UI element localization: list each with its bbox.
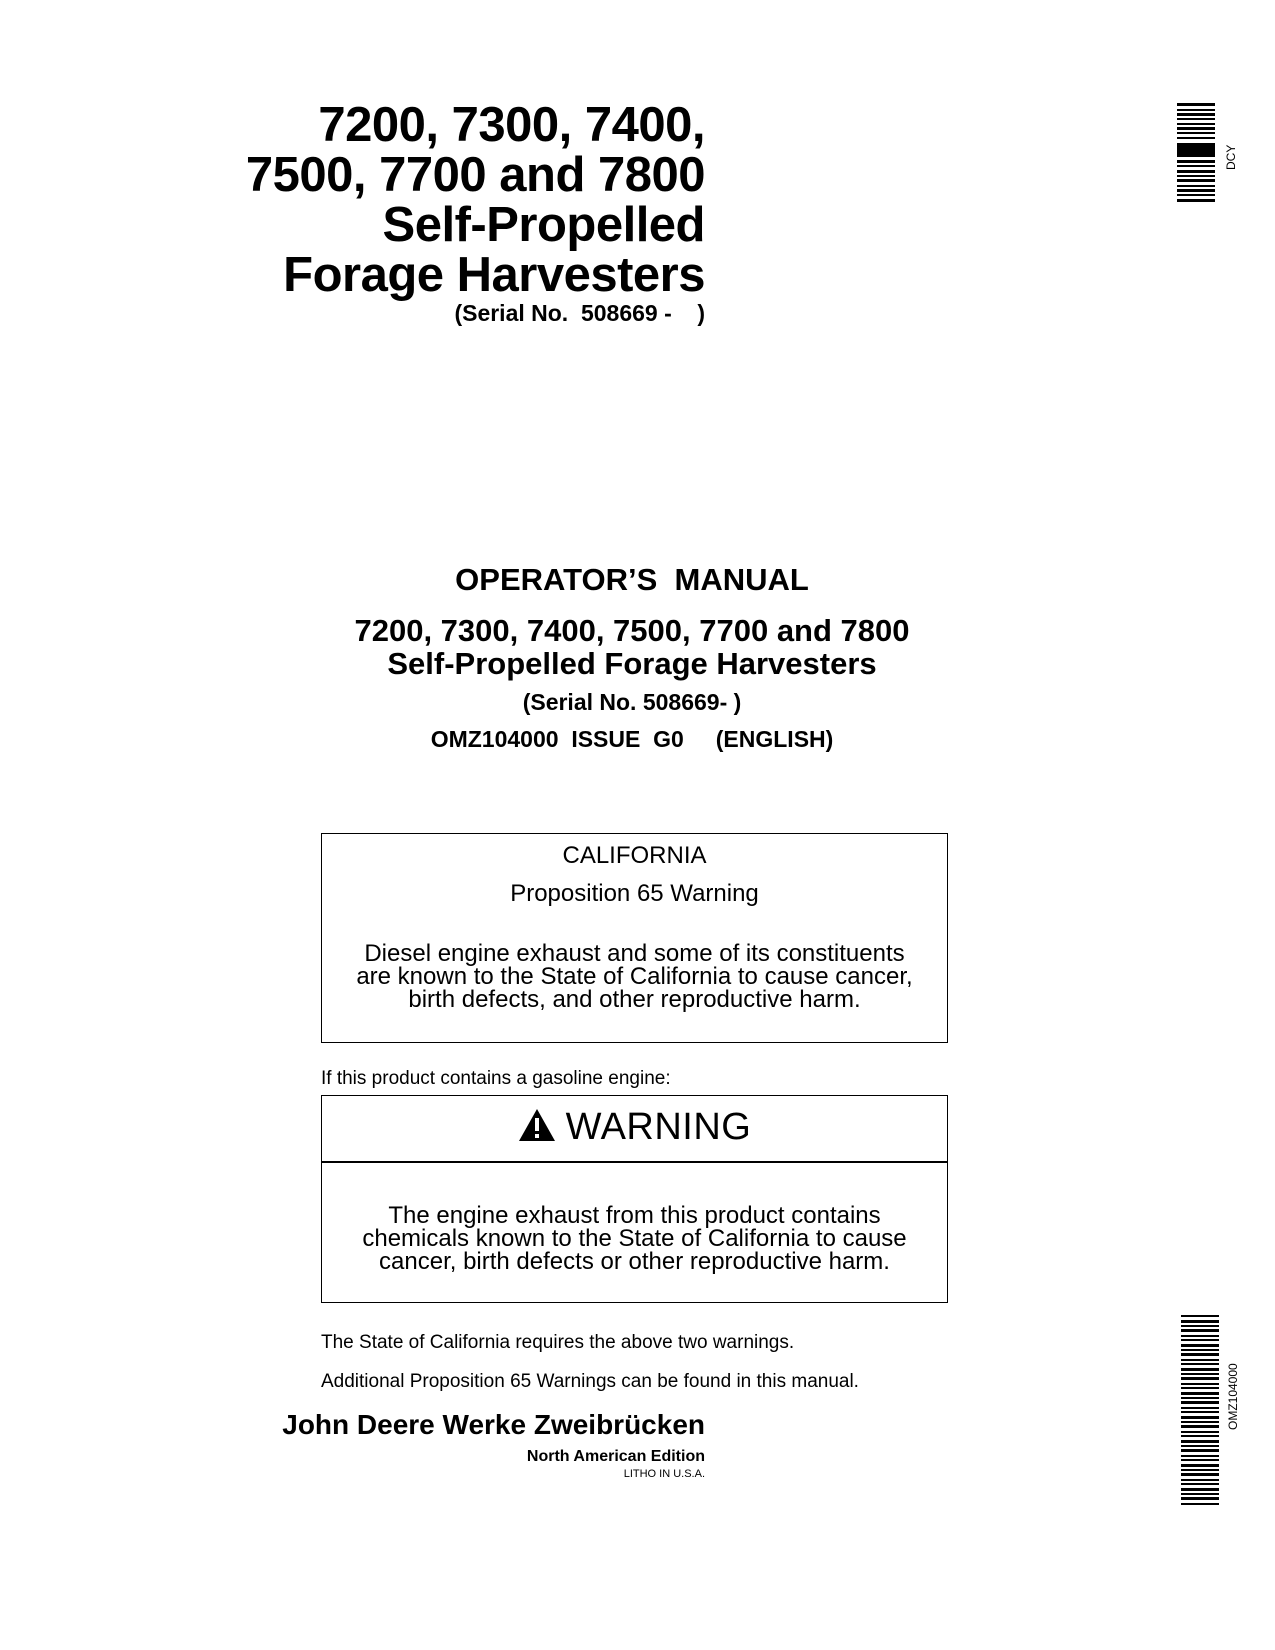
manual-type: Self-Propelled Forage Harvesters [387, 646, 877, 681]
additional-note: Additional Proposition 65 Warnings can be found in this manual. [321, 1371, 859, 1392]
warning-triangle-icon [518, 1108, 556, 1147]
warning-body [322, 1204, 947, 1273]
warning-body-line: cancer, birth defects or other reproductive harm. [379, 1248, 890, 1275]
warning-body-line: The engine exhaust from this product contains [388, 1202, 881, 1229]
california-body-line: birth defects, and other reproductive harm. [408, 986, 861, 1013]
manual-heading: OPERATOR’S MANUAL [455, 562, 809, 597]
california-body-line: are known to the State of California to cause cancer, [356, 963, 913, 990]
california-title: CALIFORNIA [562, 842, 707, 869]
warning-body-line: chemicals known to the State of California to cause [362, 1225, 907, 1252]
cover-title-line-3: Self-Propelled [382, 198, 705, 252]
bottom-code-label: OMZ104000 [1226, 1363, 1240, 1430]
california-body-line: Diesel engine exhaust and some of its constituents [364, 940, 905, 967]
top-code-label: DCY [1224, 144, 1238, 170]
top-barcode [1177, 103, 1215, 209]
manual-issue: OMZ104000 ISSUE G0 (ENGLISH) [430, 726, 834, 752]
warning-heading: WARNING [565, 1106, 752, 1148]
manual-models: 7200, 7300, 7400, 7500, 7700 and 7800 [354, 613, 910, 648]
cover-title [145, 100, 705, 300]
california-subtitle: Proposition 65 Warning [510, 880, 759, 907]
california-body [322, 942, 947, 1011]
edition: North American Edition [526, 1448, 705, 1465]
litho-note: LITHO IN U.S.A. [623, 1468, 705, 1480]
gasoline-warning-box [321, 1095, 948, 1303]
manufacturer: John Deere Werke Zweibrücken [282, 1409, 705, 1440]
gasoline-note: If this product contains a gasoline engine: [321, 1068, 671, 1089]
warning-header [322, 1096, 947, 1163]
requirement-note: The State of California requires the above two warnings. [321, 1332, 795, 1353]
cover-title-line-1: 7200, 7300, 7400, [318, 98, 705, 152]
california-warning-box [321, 833, 948, 1043]
cover-serial: (Serial No. 508669 - ) [454, 300, 705, 326]
manual-serial: (Serial No. 508669- ) [522, 689, 742, 715]
cover-title-line-2: 7500, 7700 and 7800 [245, 148, 705, 202]
bottom-barcode [1181, 1315, 1219, 1523]
cover-title-line-4: Forage Harvesters [283, 248, 705, 302]
